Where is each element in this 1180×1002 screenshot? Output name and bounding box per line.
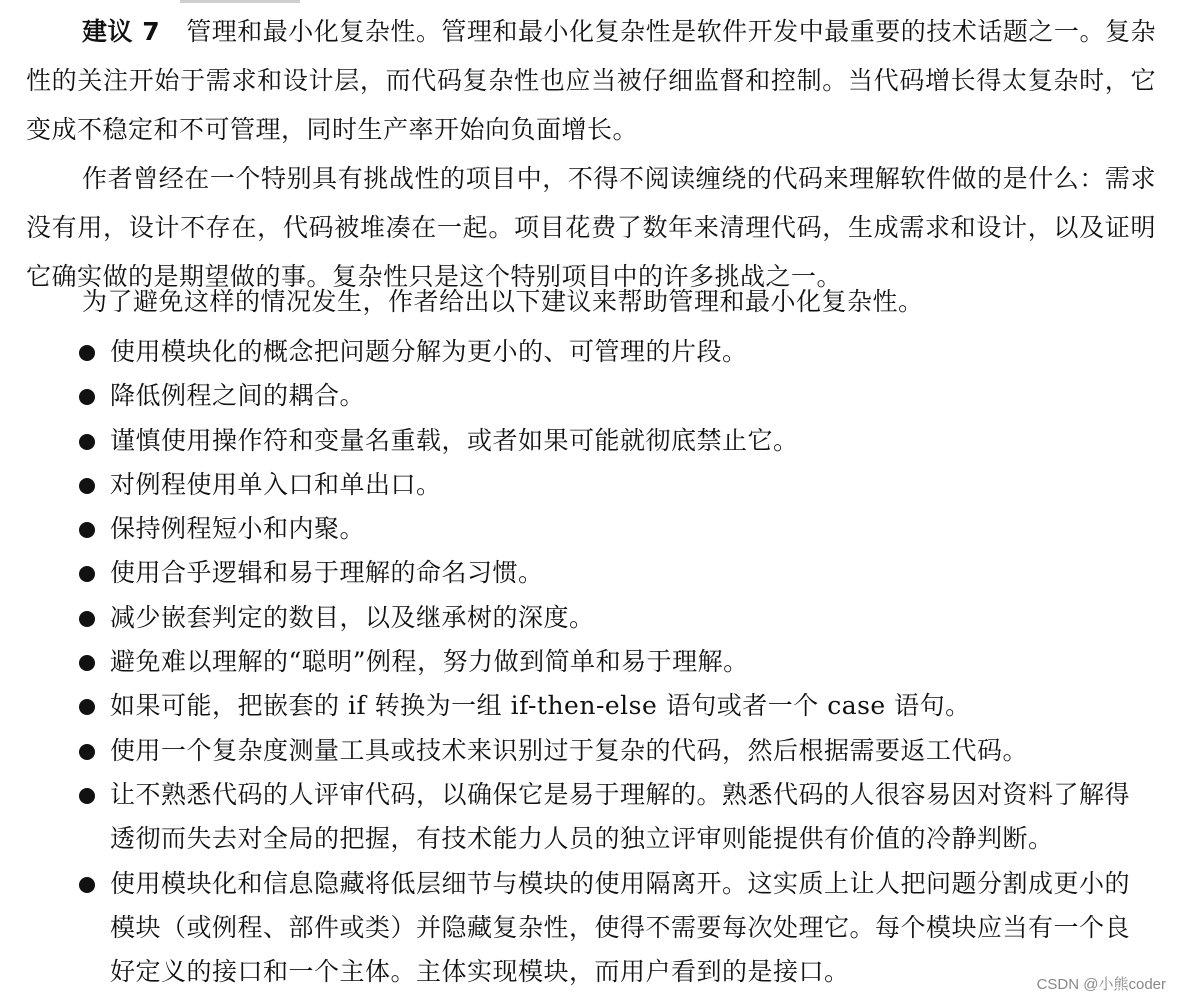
bullet-item	[0, 640, 1180, 684]
bullet-text: 谨慎使用操作符和变量名重载，或者如果可能就彻底禁止它。	[110, 425, 799, 455]
bullet-dot-icon	[79, 877, 95, 893]
bullet-dot-icon	[79, 434, 95, 450]
bullet-text: 避免难以理解的“聪明”例程，努力做到简单和易于理解。	[110, 647, 749, 677]
bullet-item	[0, 374, 1180, 418]
bullet-item	[0, 773, 1180, 862]
bullet-item	[0, 596, 1180, 640]
bullet-item	[0, 463, 1180, 507]
bullet-text: 使用一个复杂度测量工具或技术来识别过于复杂的代码，然后根据需要返工代码。	[110, 735, 1029, 765]
bullet-dot-icon	[79, 345, 95, 361]
recommendation-bullet-list	[0, 330, 1180, 994]
bullet-item	[0, 551, 1180, 595]
bullet-text: 使用模块化的概念把问题分解为更小的、可管理的片段。	[110, 337, 748, 366]
cropped-text-fragment	[180, 0, 300, 3]
bullet-text: 如果可能，把嵌套的 if 转换为一组 if-then-else 语句或者一个 case 语句。	[110, 691, 971, 721]
bullet-dot-icon	[79, 699, 95, 715]
bullet-item	[0, 330, 1180, 374]
bullet-item	[0, 862, 1180, 995]
bullet-dot-icon	[79, 478, 95, 494]
csdn-watermark: CSDN @小熊coder	[1036, 976, 1166, 993]
bullet-text: 让不熟悉代码的人评审代码，以确保它是易于理解的。熟悉代码的人很容易因对资料了解得透彻而失去对全局的把握，有技术能力人员的独立评审则能提供有价值的冷静判断。	[110, 779, 1131, 854]
bullet-dot-icon	[79, 611, 95, 627]
recommendation-label: 建议 7	[82, 17, 161, 46]
bullet-dot-icon	[79, 522, 95, 538]
bullet-item	[0, 684, 1180, 728]
bullet-item	[0, 419, 1180, 463]
bullet-dot-icon	[79, 389, 95, 405]
body-paragraph-1: 作者曾经在一个特别具有挑战性的项目中，不得不阅读缠绕的代码来理解软件做的是什么：需求没有用，设计不存在，代码被堆凑在一起。项目花费了数年来清理代码，生成需求和设计，以及证明它确实做的是期望做的事。复杂性只是这个特别项目中的许多挑战之一。	[26, 164, 1156, 291]
bullet-text: 使用合乎逻辑和易于理解的命名习惯。	[110, 558, 544, 588]
bullet-dot-icon	[79, 566, 95, 582]
bullet-text: 降低例程之间的耦合。	[110, 381, 366, 411]
recommendation-paragraph	[26, 7, 1156, 154]
bullet-dot-icon	[79, 655, 95, 671]
bullet-item	[0, 729, 1180, 773]
bullet-text: 对例程使用单入口和单出口。	[110, 469, 442, 499]
bullet-dot-icon	[79, 744, 95, 760]
bullet-item	[0, 507, 1180, 551]
bullet-text: 使用模块化和信息隐藏将低层细节与模块的使用隔离开。这实质上让人把问题分割成更小的模块（或例程、部件或类）并隐藏复杂性，使得不需要每次处理它。每个模块应当有一个良好定义的接口和一个主体。主体实现模块，而用户看到的是接口。	[110, 868, 1131, 987]
recommendation-text: 管理和最小化复杂性。管理和最小化复杂性是软件开发中最重要的技术话题之一。复杂性的关注开始于需求和设计层，而代码复杂性也应当被仔细监督和控制。当代码增长得太复杂时，它变成不稳定和不可管理，同时生产率开始向负面增长。	[26, 17, 1156, 144]
bullet-text: 减少嵌套判定的数目，以及继承树的深度。	[110, 602, 595, 632]
body-paragraph-2: 为了避免这样的情况发生，作者给出以下建议来帮助管理和最小化复杂性。	[82, 287, 924, 316]
bullet-dot-icon	[79, 788, 95, 804]
bullet-text: 保持例程短小和内聚。	[110, 514, 366, 544]
